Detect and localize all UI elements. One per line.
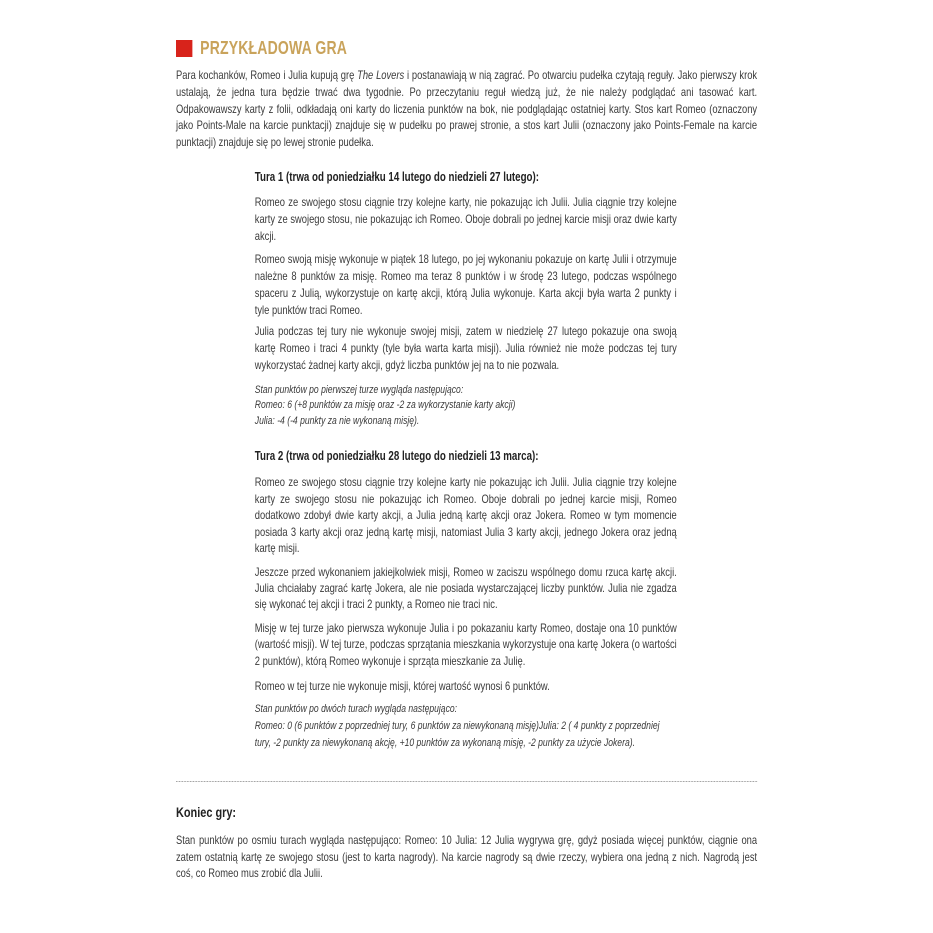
turn-paragraph: Misję w tej turze jako pierwsza wykonuje Julia i po pokazaniu karty Romeo, dostaje ona 10 punktów (wartość misji). W tej turze, podczas sprzątania mieszkania wykorzystuje ona kartę Jokera (o wartości 2 punktów), którą Romeo wykonuje i sprząta mieszkanie za Julię.	[254, 620, 677, 668]
turn-paragraph: Romeo w tej turze nie wykonuje misji, której wartość wynosi 6 punktów.	[254, 678, 550, 693]
score-summary	[255, 383, 677, 430]
turn-paragraph: Jeszcze przed wykonaniem jakiejkolwiek misji, Romeo w zaciszu wspólnego domu rzuca kartę akcji. Julia chciałaby zagrać kartę Jokera, ale nie posiada wystarczającej liczby punktów. Julia nie zgadza się wykonać tej akcji i traci 2 punkty, a Romeo nie traci nic.	[254, 564, 677, 612]
turn-heading: Tura 1 (trwa od poniedziałku 14 lutego do niedzieli 27 lutego):	[254, 169, 540, 184]
score-line: Romeo: 6 (+8 punktów za misję oraz -2 za wykorzystanie karty akcji)	[254, 399, 516, 412]
score-line: Stan punktów po dwóch turach wygląda następująco:	[254, 703, 458, 716]
turn-paragraph: Romeo ze swojego stosu ciągnie trzy kolejne karty, nie pokazując ich Julii. Julia ciągnie trzy kolejne karty ze swojego stosu, nie pokazując ich Romeo. Oboje dobrali po jednej karcie misji oraz dwie karty akcji.	[254, 194, 677, 243]
turn-paragraph: Julia podczas tej tury nie wykonuje swojej misji, zatem w niedzielę 27 lutego pokazuje ona swoją kartę Romeo i traci 4 punkty (tyle była warta karta misji). Julia również nie może podczas tej tury wykorzystać żadnej karty akcji, gdyż liczba punktów jej na to nie pozwala.	[254, 323, 677, 372]
text-column	[176, 38, 757, 881]
intro-paragraph	[176, 67, 757, 151]
score-line: Stan punktów po pierwszej turze wygląda następująco:	[254, 383, 464, 396]
game-title-italic: The Lovers	[357, 68, 405, 82]
turn-paragraph: Romeo swoją misję wykonuje w piątek 18 lutego, po jej wykonaniu pokazuje on kartę Julii i otrzymuje należne 8 punktów za misję. Romeo ma teraz 8 punktów i w środę 23 lutego, podczas wspólnego spaceru z Julią, wykorzystuje on kartę akcji, którą Julia wykonuje. Karta akcji była warta 2 punkty i tyle punktów traci Romeo.	[254, 251, 677, 317]
end-of-game-paragraph: Stan punktów po osmiu turach wygląda następująco: Romeo: 10 Julia: 12 Julia wygrywa grę, gdyż posiada więcej punktów, ciągnie ona zatem ostatnią kartę ze swojego stosu (jest to karta nagrody). Na karcie nagrody są dwie rzeczy, wybiera ona jedną z nich. Nagrodą jest coś, co Romeo mus zrobić dla Julii.	[176, 833, 758, 880]
end-of-game-heading: Koniec gry:	[176, 804, 237, 821]
score-line: Julia: -4 (-4 punkty za nie wykonaną misję).	[254, 414, 420, 427]
section-header	[176, 38, 757, 58]
intro-text-start: Para kochanków, Romeo i Julia kupują grę	[176, 68, 358, 82]
score-summary	[255, 701, 677, 752]
turn-2-section	[255, 448, 677, 752]
turn-1-section	[255, 169, 677, 430]
score-line: Romeo: 0 (6 punktów z poprzedniej tury, 6 punktów za niewykonaną misję)Julia: 2 ( 4 punkty z poprzedniej	[254, 720, 660, 733]
turn-heading: Tura 2 (trwa od poniedziałku 28 lutego do niedzieli 13 marca):	[254, 449, 539, 464]
section-title: PRZYKŁADOWA GRA	[200, 38, 348, 58]
intro-text-rest: i postanawiają w nią zagrać. Po otwarciu pudełka czytają reguły. Jako pierwszy krok ustalają, że jedna tura będzie trwać dwa tygodnie. Po przeczytaniu reguł wiedzą już, że nie należy podglądać ani tasować kart. Odpakowawszy karty z folii, odkładają oni karty do liczenia punktów na bok, nie podglądając ostatniej karty. Stos kart Romeo (oznaczony jako Points-Male na karcie punktacji) znajduje się w pudełku po prawej stronie, a stos kart Julii (oznaczony jako Points-Female na karcie punktacji) znajduje się po lewej stronie pudełka.	[176, 68, 758, 150]
score-line: tury, -2 punkty za niewykonaną akcję, +10 punktów za wykonaną misję, -2 punkty za użycie Jokera).	[254, 737, 635, 750]
dotted-divider	[176, 781, 757, 782]
header-accent-square	[176, 40, 192, 57]
turn-paragraph: Romeo ze swojego stosu ciągnie trzy kolejne karty nie pokazując ich Julii. Julia ciągnie trzy kolejne karty ze swojego stosu nie pokazując ich Romeo. Oboje dobrali po jednej karcie misji, Romeo dodatkowo zdobył dwie karty akcji, a Julia jedną kartę akcji oraz Jokera. Romeo w tym momencie posiada 3 karty akcji oraz jedną kartę misji, natomiast Julia 3 karty akcji, jednego Jokera oraz jedną kartę misji.	[254, 475, 677, 556]
